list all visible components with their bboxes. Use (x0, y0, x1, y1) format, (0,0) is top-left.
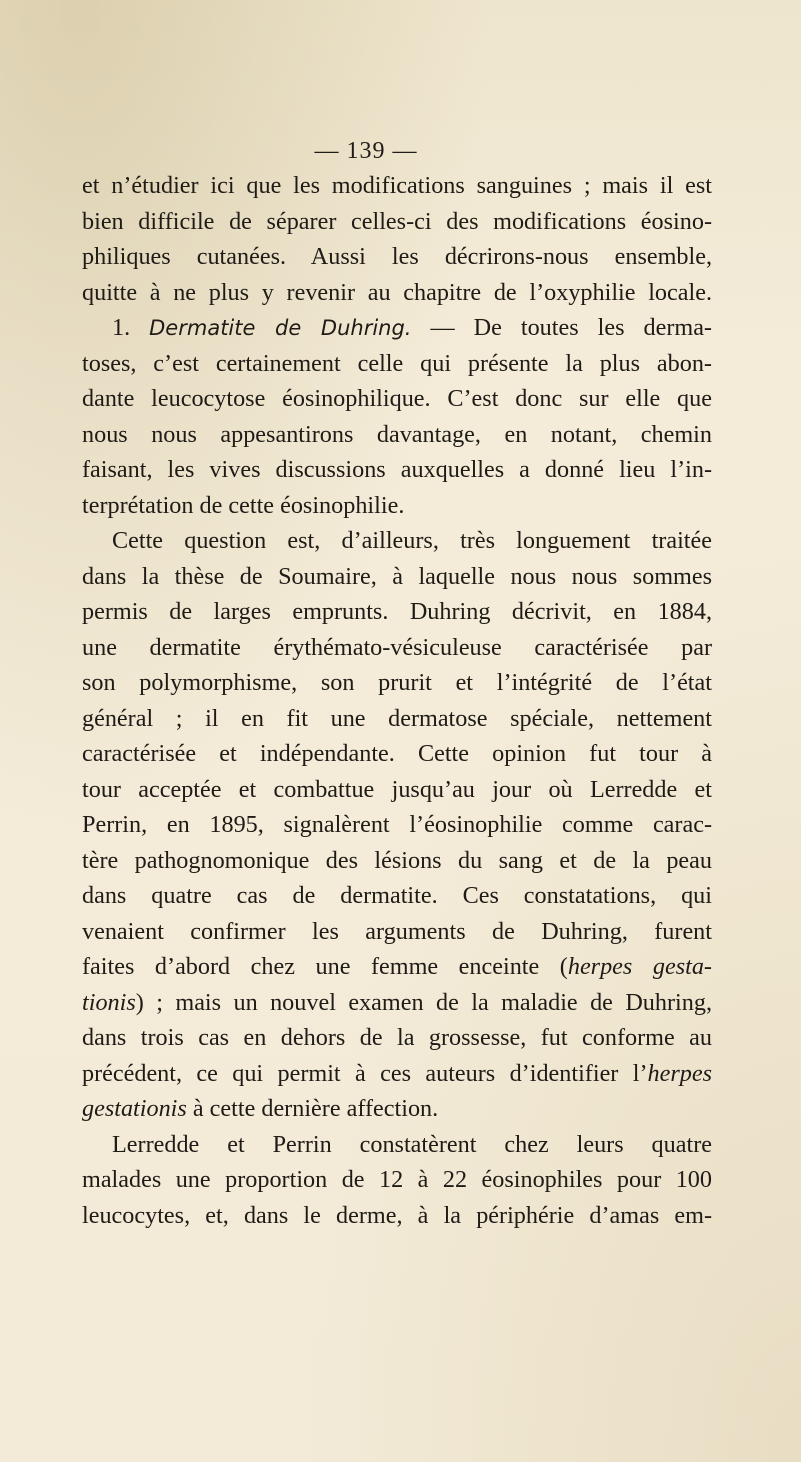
text-line: leucocytes, et, dans le derme, à la périphérie d’amas em- (82, 1201, 712, 1229)
text-line: permis de larges emprunts. Duhring décrivit, en 1884, (82, 598, 712, 625)
text-line: dante leucocytose éosinophilique. C’est donc sur elle que (82, 385, 712, 412)
text-line (82, 985, 712, 1021)
text-line: général ; il en fit une dermatose spéciale, nettement (82, 704, 712, 732)
text-line (82, 949, 712, 985)
text-line: dans la thèse de Soumaire, à laquelle nous nous sommes (82, 562, 712, 590)
text-line: dans trois cas en dehors de la grossesse, fut conforme au (82, 1024, 712, 1051)
text-segment: à cette dernière affection. (186, 1095, 439, 1122)
text-line: caractérisée et indépendante. Cette opinion fut tour à (82, 740, 712, 767)
text-line: et n’étudier ici que les modifications sanguines ; mais il est (82, 172, 712, 199)
text-line (82, 1056, 712, 1092)
italic-term: tionis (82, 988, 136, 1016)
italic-term: herpes gesta- (567, 953, 712, 980)
italic-term: gestationis (82, 1095, 187, 1122)
text-line: malades une proportion de 12 à 22 éosinophiles pour 100 (82, 1166, 712, 1193)
text-line: philiques cutanées. Aussi les décrirons-nous ensemble, (82, 243, 712, 270)
text-line: Perrin, en 1895, signalèrent l’éosinophilie comme carac- (82, 811, 712, 838)
text-line: venaient confirmer les arguments de Duhring, furent (82, 917, 712, 945)
body-text (82, 168, 712, 1233)
text-line: tour acceptée et combattue jusqu’au jour où Lerredde et (82, 775, 712, 803)
text-line: quitte à ne plus y revenir au chapitre de l’oxyphilie locale. (82, 278, 712, 306)
italic-term: herpes (647, 1059, 712, 1087)
text-line: tère pathognomonique des lésions du sang et de la peau (82, 846, 712, 874)
text-line: Cette question est, d’ailleurs, très longuement traitée (112, 527, 712, 554)
text-segment: ) ; mais un nouvel examen de la maladie de Duhring, (135, 988, 712, 1016)
text-line: Lerredde et Perrin constatèrent chez leurs quatre (112, 1130, 712, 1158)
text-line: faisant, les vives discussions auxquelles a donné lieu l’in- (82, 456, 712, 483)
text-line: toses, c’est certainement celle qui présente la plus abon- (82, 349, 712, 377)
text-line: son polymorphisme, son prurit et l’intégrité de l’état (82, 669, 712, 696)
text-line: dans quatre cas de dermatite. Ces constatations, qui (82, 882, 712, 909)
section-title: Dermatite de Duhring. (149, 316, 412, 340)
section-heading-line (82, 310, 712, 346)
text-segment: faites d’abord chez une femme enceinte ( (82, 953, 568, 980)
text-line: nous nous appesantirons davantage, en notant, chemin (82, 420, 712, 448)
text-segment: précédent, ce qui permit à ces auteurs d’identifier l’ (82, 1059, 648, 1087)
text-line: terprétation de cette éosinophilie. (82, 491, 405, 519)
text-line: bien difficile de séparer celles-ci des modifications éosino- (82, 207, 712, 235)
text-line: une dermatite érythémato-vésiculeuse caractérisée par (82, 633, 712, 661)
page-number: — 139 — (314, 138, 418, 164)
section-heading-rest: — De toutes les derma- (430, 314, 712, 341)
section-number: 1. (112, 314, 131, 341)
text-line (82, 1091, 712, 1127)
